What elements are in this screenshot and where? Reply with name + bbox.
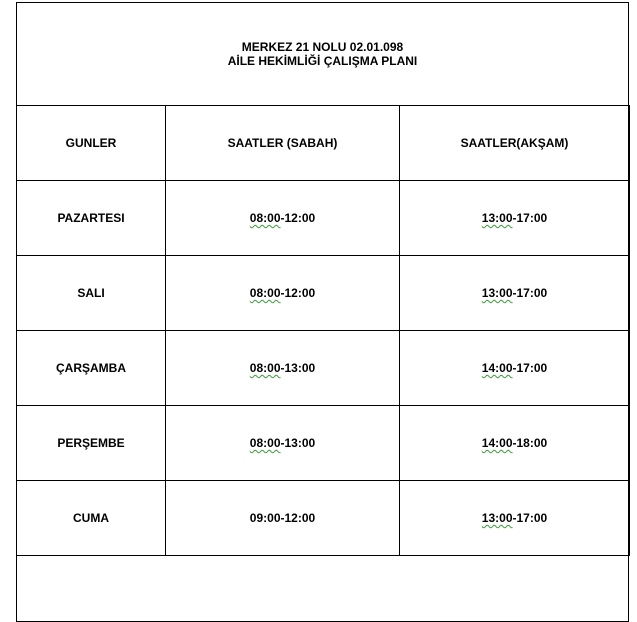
title-block: [16, 2, 629, 106]
header-days: GUNLER: [17, 106, 166, 181]
morning-hours-cell: [166, 406, 400, 481]
morning-hours-cell: [166, 256, 400, 331]
schedule-table: [16, 105, 630, 556]
evening-start: 13:00: [481, 286, 513, 300]
title-line-1: MERKEZ 21 NOLU 02.01.098: [241, 40, 404, 54]
day-cell: CUMA: [17, 481, 166, 556]
evening-hours-cell: [400, 406, 630, 481]
day-cell: PAZARTESI: [17, 181, 166, 256]
morning-end: -12:00: [280, 211, 316, 225]
morning-start: 08:00: [249, 211, 281, 225]
table-row: [17, 331, 630, 406]
morning-end: -13:00: [280, 436, 316, 450]
table-row: [17, 481, 630, 556]
morning-hours-cell: [166, 481, 400, 556]
morning-start: 08:00: [249, 286, 281, 300]
evening-hours-cell: [400, 181, 630, 256]
morning-hours-cell: [166, 331, 400, 406]
table-row: [17, 181, 630, 256]
evening-end: -17:00: [512, 211, 548, 225]
title-line-2: AİLE HEKİMLİĞİ ÇALIŞMA PLANI: [227, 54, 418, 68]
day-cell: PERŞEMBE: [17, 406, 166, 481]
evening-end: -17:00: [512, 286, 548, 300]
evening-hours-cell: [400, 331, 630, 406]
morning-end: -13:00: [280, 361, 316, 375]
header-evening-hours: SAATLER(AKŞAM): [400, 106, 630, 181]
day-cell: SALI: [17, 256, 166, 331]
morning-end: -12:00: [280, 286, 316, 300]
evening-start: 14:00: [481, 436, 513, 450]
evening-start: 13:00: [481, 511, 513, 525]
evening-end: -17:00: [512, 511, 548, 525]
header-morning-hours: SAATLER (SABAH): [166, 106, 400, 181]
evening-end: -18:00: [512, 436, 548, 450]
morning-start: 09:00: [249, 511, 281, 525]
morning-start: 08:00: [249, 436, 281, 450]
morning-start: 08:00: [249, 361, 281, 375]
evening-hours-cell: [400, 256, 630, 331]
evening-start: 14:00: [481, 361, 513, 375]
table-header-row: [17, 106, 630, 181]
table-row: [17, 406, 630, 481]
table-row: [17, 256, 630, 331]
day-cell: ÇARŞAMBA: [17, 331, 166, 406]
evening-end: -17:00: [512, 361, 548, 375]
evening-hours-cell: [400, 481, 630, 556]
morning-hours-cell: [166, 181, 400, 256]
morning-end: -12:00: [280, 511, 316, 525]
evening-start: 13:00: [481, 211, 513, 225]
empty-footer-cell: [16, 557, 629, 617]
